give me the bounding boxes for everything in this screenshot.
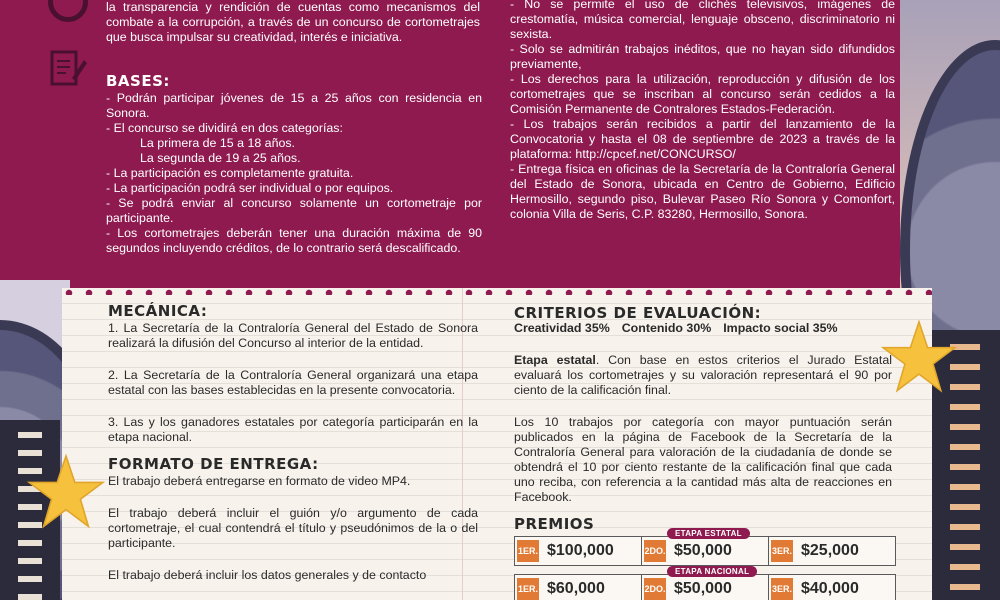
prize-amount: $50,000 <box>674 542 732 559</box>
stage-badge: ETAPA ESTATAL <box>667 528 750 539</box>
prize-cell <box>769 537 895 565</box>
prize-amount: $50,000 <box>674 580 732 597</box>
list-item: - La participación es completamente gratuita. <box>106 166 354 180</box>
notebook-paper <box>62 288 932 600</box>
place-badge: 1ER. <box>517 578 539 600</box>
list-item: - El concurso se dividirá en dos categorías: <box>106 121 343 135</box>
premios-title: PREMIOS <box>514 515 595 533</box>
list-item: La segunda de 19 a 25 años. <box>140 151 301 165</box>
list-item: - Los derechos para la utilización, reproducción y difusión de los cortometrajes que se inscriban al concurso serán cedidos a la Comisión Permanente de Contralores Estados-Federación. <box>510 72 895 116</box>
place-badge: 2DO. <box>644 540 666 562</box>
star-icon <box>880 318 958 396</box>
star-icon <box>26 452 106 532</box>
formato-paragraph: El trabajo deberá entregarse en formato de video MP4. <box>108 474 411 488</box>
etapa-label: Etapa estatal <box>514 353 596 367</box>
document-edit-icon <box>48 48 88 88</box>
prize-cell <box>642 575 769 600</box>
criterios-paragraph <box>514 353 892 398</box>
list-item: - Solo se admitirán trabajos inéditos, que no hayan sido difundidos previamente, <box>510 42 895 71</box>
paper-right-column <box>514 306 892 532</box>
place-badge: 3ER. <box>771 578 793 600</box>
place-badge: 2DO. <box>644 578 666 600</box>
prize-amount: $25,000 <box>801 542 859 559</box>
prize-amount: $60,000 <box>547 580 605 597</box>
intro-text: la transparencia y rendición de cuentas como mecanismos del combate a la corrupción, a través de un concurso de cortometrajes que busca impulsar su creatividad, interés e iniciativa. <box>106 0 480 44</box>
list-item: - Entrega física en oficinas de la Secretaría de la Contraloría General del Estado de Sonora, ubicada en Centro de Gobierno, Edificio Hermosillo, segundo piso, Bulevar Paseo Río Sonora y Comonfort, colonia Villa de Seris, C.P. 83280, Hermosillo, Sonora. <box>510 162 895 221</box>
criterios-title: CRITERIOS DE EVALUACIÓN: <box>514 304 762 322</box>
bases-list <box>106 91 482 256</box>
list-item: - Se podrá enviar al concurso solamente un cortometraje por participante. <box>106 196 482 225</box>
prize-cell <box>515 575 642 600</box>
prize-row-estatal <box>514 529 896 566</box>
list-item: La primera de 15 a 18 años. <box>140 136 295 150</box>
rules-list <box>510 0 895 222</box>
mecanica-title: MECÁNICA: <box>108 302 208 320</box>
list-item: - Los trabajos serán recibidos a partir del lanzamiento de la Convocatoria y hasta el 08 de septiembre de 2023 a través de la plataforma: http://cpcef.net/CONCURSO/ <box>510 117 895 161</box>
formato-paragraph: El trabajo deberá incluir el guión y/o argumento de cada cortometraje, el cual contendrá el título y pseudónimos de la o del participante. <box>108 506 478 550</box>
bases-title: BASES: <box>106 72 170 90</box>
bases-section <box>106 74 482 256</box>
prize-cell <box>515 537 642 565</box>
stage-badge: ETAPA NACIONAL <box>667 566 757 577</box>
prize-amount: $40,000 <box>801 580 859 597</box>
place-badge: 3ER. <box>771 540 793 562</box>
list-item: - Los cortometrajes deberán tener una duración máxima de 90 segundos incluyendo créditos, de lo contrario será descalificado. <box>106 226 482 255</box>
formato-paragraph: El trabajo deberá incluir los datos generales y de contacto <box>108 568 427 582</box>
target-icon <box>48 0 88 22</box>
etapa-text: . Con base en estos criterios el Jurado Estatal evaluará los cortometrajes y su valoración representará el 90 por ciento de la calificación final. <box>514 353 892 397</box>
list-item: - Podrán participar jóvenes de 15 a 25 años con residencia en Sonora. <box>106 91 482 120</box>
criteria-contenido: Contenido 30% <box>621 321 712 335</box>
criteria-impacto: Impacto social 35% <box>723 321 838 335</box>
paper-torn-edge <box>62 285 932 295</box>
list-item: - No se permite el uso de clichés televisivos, imágenes de crestomatía, música comercial, lenguaje obsceno, discriminatorio ni sexista. <box>510 0 895 41</box>
list-item: - La participación podrá ser individual o por equipos. <box>106 181 394 195</box>
mecanica-paragraph: 1. La Secretaría de la Contraloría General del Estado de Sonora realizará la difusión del Concurso al interior de la entidad. <box>108 321 478 350</box>
paper-left-column <box>108 304 478 583</box>
prize-amount: $100,000 <box>547 542 614 559</box>
prize-row-nacional <box>514 567 896 600</box>
prize-table <box>514 529 896 600</box>
prize-cell <box>769 575 895 600</box>
criteria-creatividad: Creatividad 35% <box>514 321 610 335</box>
place-badge: 1ER. <box>517 540 539 562</box>
criterios-paragraph: Los 10 trabajos por categoría con mayor puntuación serán publicados en la página de Facebook de la Secretaría de la Contraloría General para valoración de la ciudadanía de donde se obtendrá el 10 por ciento restante de la calificación final que cada uno reciba, con referencia a la cantidad más alta de reacciones en Facebook. <box>514 415 892 504</box>
mecanica-paragraph: 2. La Secretaría de la Contraloría General organizará una etapa estatal con las bases establecidas en la presente convocatoria. <box>108 368 478 397</box>
prize-cell <box>642 537 769 565</box>
mecanica-paragraph: 3. Las y los ganadores estatales por categoría participarán en la etapa nacional. <box>108 415 478 444</box>
criteria-weights <box>514 321 892 336</box>
formato-title: FORMATO DE ENTREGA: <box>108 455 319 473</box>
